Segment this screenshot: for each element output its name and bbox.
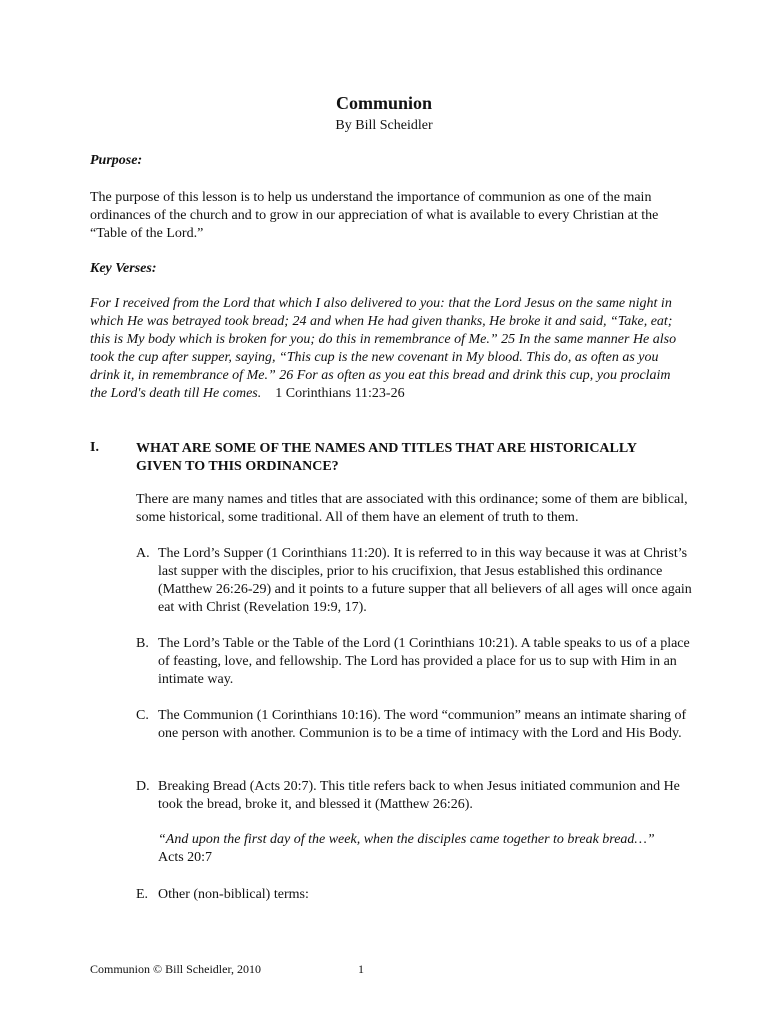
purpose-heading: Purpose: <box>90 153 143 168</box>
page-number: 1 <box>358 962 364 976</box>
list-item-letter: A. <box>136 546 150 561</box>
section-number: I. <box>90 440 99 455</box>
list-item-text: Other (non-biblical) terms: <box>158 887 309 902</box>
list-item-b <box>136 635 696 689</box>
list-item-e <box>136 886 696 904</box>
list-item-a <box>136 545 696 617</box>
scripture-quote <box>158 831 678 867</box>
list-item-text: Breaking Bread (Acts 20:7). This title refers back to when Jesus initiated communion and He took the bread, broke it, and blessed it (Matthew 26:26). <box>158 779 680 812</box>
quote-text: “And upon the first day of the week, when the disciples came together to break bread…” <box>158 832 655 847</box>
list-item-c <box>136 707 696 743</box>
footer-copyright: Communion © Bill Scheidler, 2010 <box>90 962 261 976</box>
quote-reference: Acts 20:7 <box>158 850 213 865</box>
list-item-text: The Lord’s Supper (1 Corinthians 11:20). It is referred to in this way because it was at Christ’s last supper with the disciples, prior to his crucifixion, that Jesus established this ordinance (Matthew 26:26-29) and it points to a future supper that all believers of all ages will once again eat with Christ (Revelation 19:9, 17). <box>158 546 692 615</box>
document-author: By Bill Scheidler <box>335 118 433 133</box>
list-item-text: The Communion (1 Corinthians 10:16). The word “communion” means an intimate sharing of one person with another. Communion is to be a time of intimacy with the Lord and His Body. <box>158 708 687 741</box>
key-verses-heading: Key Verses: <box>90 261 157 276</box>
purpose-paragraph: The purpose of this lesson is to help us understand the importance of communion as one of the main ordinances of the church and to grow in our appreciation of what is available to every Christian at the “Table of the Lord.” <box>90 190 659 241</box>
key-verses-paragraph <box>90 295 680 403</box>
key-verses-reference: 1 Corinthians 11:23-26 <box>275 386 405 401</box>
list-item-d <box>136 778 696 814</box>
list-item-text: The Lord’s Table or the Table of the Lord (1 Corinthians 10:21). A table speaks to us of a place of feasting, love, and fellowship. The Lord has provided a place for us to sup with Him in an intimate way. <box>158 636 690 687</box>
section-title: WHAT ARE SOME OF THE NAMES AND TITLES THAT ARE HISTORICALLY GIVEN TO THIS ORDINANCE? <box>136 441 637 474</box>
list-item-letter: D. <box>136 779 150 794</box>
document-title: Communion <box>335 93 433 113</box>
list-item-letter: B. <box>136 636 149 651</box>
section-intro: There are many names and titles that are associated with this ordinance; some of them are biblical, some historical, some traditional. All of them have an element of truth to them. <box>136 492 688 525</box>
list-item-letter: C. <box>136 708 149 723</box>
key-verses-text: For I received from the Lord that which I also delivered to you: that the Lord Jesus on the same night in which He was betrayed took bread; 24 and when He had given thanks, He broke it and said, “Take, eat; this is My body which is broken for you; do this in remembrance of Me.” 25 In the same manner He also took the cup after supper, saying, “This cup is the new covenant in My blood. This do, as often as you drink it, in remembrance of Me.” 26 For as often as you eat this bread and drink this cup, you proclaim the Lord's death till He comes. <box>90 296 677 401</box>
list-item-letter: E. <box>136 887 149 902</box>
